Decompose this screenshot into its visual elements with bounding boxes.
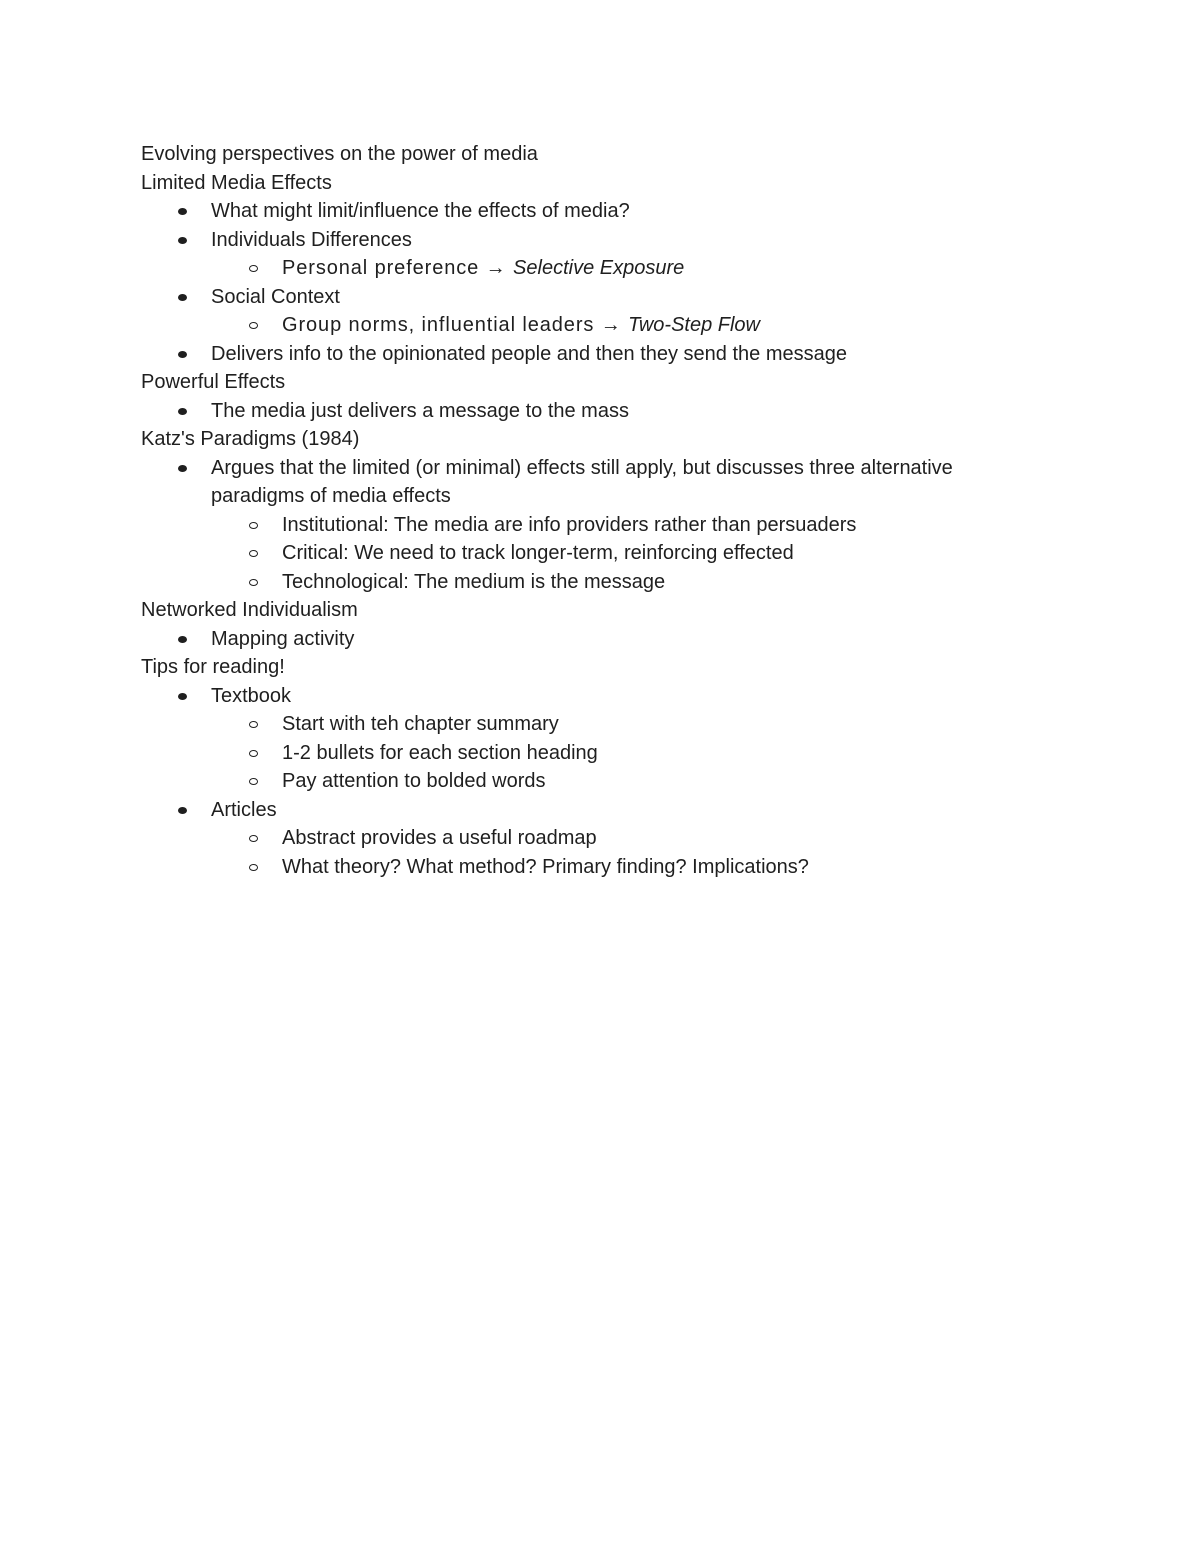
list-item [141,226,1041,255]
sub-list-item-text: Abstract provides a useful roadmap [282,827,597,849]
list-item-text: The media just delivers a message to the mass [211,399,629,422]
bullet-dot-icon [178,807,187,814]
section-heading-powerful-effects: Powerful Effects [141,371,286,393]
notes-content [141,140,1041,881]
italic-term: Selective Exposure [513,257,685,279]
list-item-text: Mapping activity [211,627,355,650]
sub-list-item [141,254,1041,283]
list-item-text: Textbook [211,684,292,707]
list-item-text: Articles [211,798,277,821]
sub-list-item-text: 1-2 bullets for each section heading [282,741,598,764]
bullet-circle-icon [249,265,258,272]
list-item-text: What might limit/influence the effects of media? [211,200,630,222]
section-heading-tips-for-reading: Tips for reading! [141,656,285,678]
sub-list-item [141,511,1041,540]
section-heading-limited-effects: Limited Media Effects [141,171,332,194]
bullet-circle-icon [249,864,258,871]
sub-list-item-text: Critical: We need to track longer-term, reinforcing effected [282,542,794,564]
sub-list-item-text: Start with teh chapter summary [282,713,559,735]
list-item [141,197,1041,226]
sub-list-item [141,710,1041,739]
sub-list-item [141,767,1041,796]
sub-list-item [141,311,1041,340]
section-heading-networked-individualism: Networked Individualism [141,599,358,621]
sub-list-item [141,568,1041,597]
bullet-circle-icon [249,322,258,329]
list-item [141,397,1041,426]
sub-list-item [141,824,1041,853]
document-title: Evolving perspectives on the power of media [141,143,538,165]
list-item [141,283,1041,312]
bullet-circle-icon [249,579,258,586]
sub-list-item-text: Personal preference → [282,257,507,279]
bullet-circle-icon [249,721,258,728]
bullet-dot-icon [178,351,187,358]
bullet-circle-icon [249,778,258,785]
bullet-dot-icon [178,408,187,415]
bullet-circle-icon [249,550,258,557]
list-item-text: Individuals Differences [211,228,412,251]
bullet-circle-icon [249,750,258,757]
bullet-dot-icon [178,465,187,472]
list-item [141,625,1041,654]
section-heading-katz-paradigms: Katz's Paradigms (1984) [141,428,360,450]
bullet-dot-icon [178,237,187,244]
sub-list-item-text: Institutional: The media are info providers rather than persuaders [282,513,857,536]
sub-list-item [141,853,1041,882]
sub-list-item [141,739,1041,768]
sub-list-item [141,539,1041,568]
list-item-text: Delivers info to the opinionated people and then they send the message [211,342,847,365]
bullet-dot-icon [178,636,187,643]
list-item [141,454,1011,511]
sub-list-item-text: Group norms, influential leaders → [282,314,622,336]
list-item [141,796,1041,825]
list-item-text: Argues that the limited (or minimal) effects still apply, but discusses three alternative paradigms of media effects [211,456,953,507]
list-item-text: Social Context [211,285,340,308]
sub-list-item-text: Technological: The medium is the message [282,570,666,593]
bullet-circle-icon [249,522,258,529]
sub-list-item-text: What theory? What method? Primary finding? Implications? [282,855,809,878]
italic-term: Two-Step Flow [628,314,760,336]
bullet-dot-icon [178,693,187,700]
list-item [141,340,1041,369]
bullet-dot-icon [178,208,187,215]
bullet-circle-icon [249,835,258,842]
sub-list-item-text: Pay attention to bolded words [282,770,546,792]
list-item [141,682,1041,711]
bullet-dot-icon [178,294,187,301]
